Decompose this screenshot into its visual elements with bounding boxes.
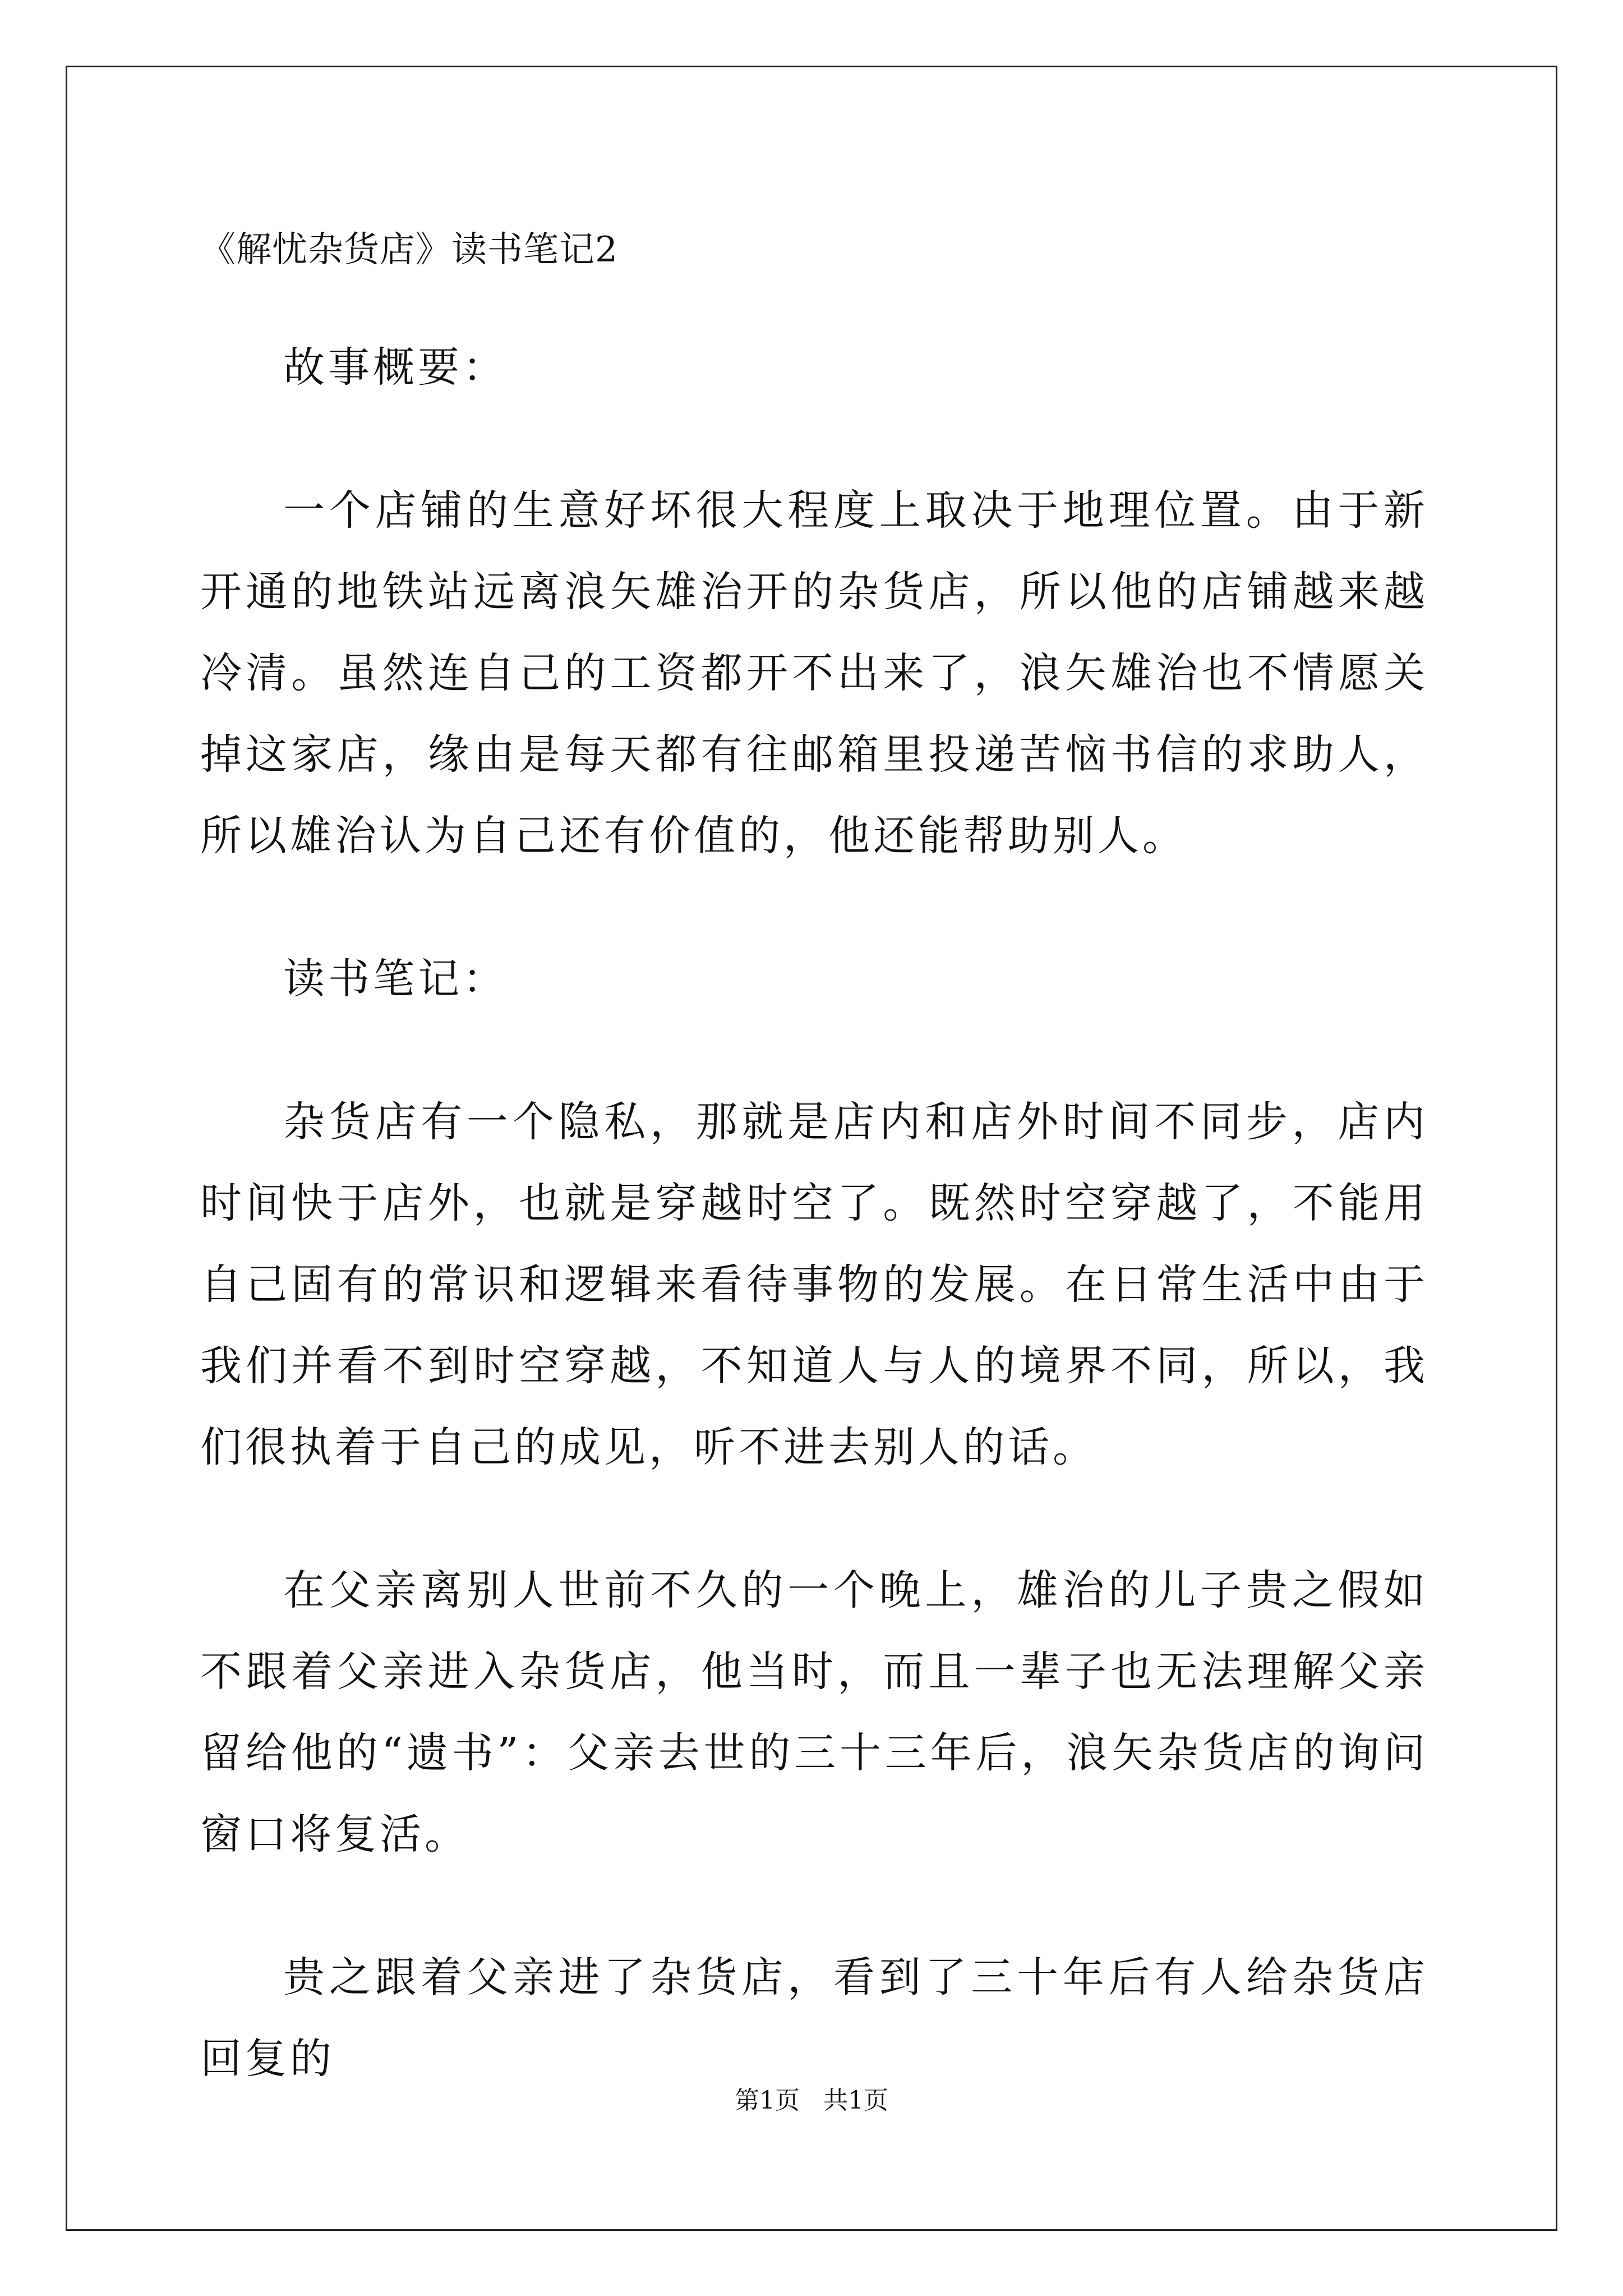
paragraph-summary: 一个店铺的生意好坏很大程度上取决于地理位置。由于新开通的地铁站远离浪矢雄治开的杂货店，所以他的店铺越来越冷清。虽然连自己的工资都开不出来了，浪矢雄治也不情愿关掉这家店，缘由是每天都有往邮箱里投递苦恼书信的求助人，所以雄治认为自己还有价值的，他还能帮助别人。 bbox=[200, 486, 1428, 860]
document-body bbox=[200, 222, 1428, 2161]
page-number-footer: 第1页 共1页 bbox=[735, 2086, 888, 2115]
section-heading-notes: 读书笔记： bbox=[283, 955, 508, 1003]
paragraph-notes-1: 杂货店有一个隐私，那就是店内和店外时间不同步，店内时间快于店外，也就是穿越时空了。既然时空穿越了，不能用自己固有的常识和逻辑来看待事物的发展。在日常生活中由于我们并看不到时空穿越，不知道人与人的境界不同，所以，我们很执着于自己的成见，听不进去别人的话。 bbox=[200, 1098, 1428, 1471]
paragraph-notes-2: 在父亲离别人世前不久的一个晚上，雄治的儿子贵之假如不跟着父亲进入杂货店，他当时，而且一辈子也无法理解父亲留给他的“遗书”：父亲去世的三十三年后，浪矢杂货店的询问窗口将复活。 bbox=[200, 1566, 1428, 1858]
paragraph-notes-3: 贵之跟着父亲进了杂货店，看到了三十年后有人给杂货店回复的 bbox=[200, 1953, 1428, 2083]
section-heading-summary: 故事概要： bbox=[283, 343, 508, 392]
document-title: 《解忧杂货店》读书笔记2 bbox=[200, 229, 619, 270]
